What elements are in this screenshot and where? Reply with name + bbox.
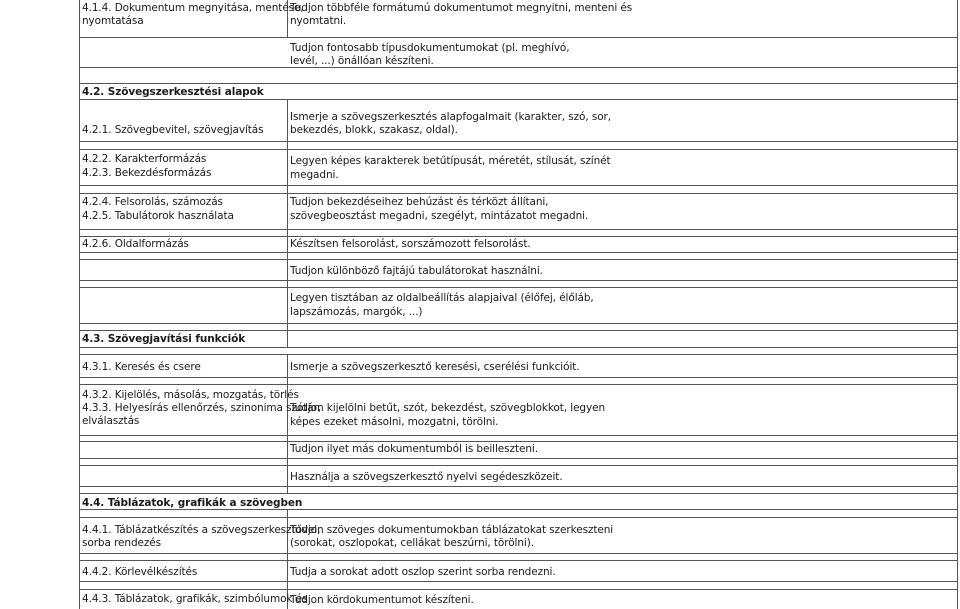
section-title: 4.4.1. Táblázatkészítés a szövegszerkesztővel, [82,524,321,536]
requirement-text: Legyen képes karakterek betűtípusát, méretét, stílusát, színét [290,155,611,167]
requirement-text: levél, ...) önállóan készíteni. [290,55,434,67]
section-title: 4.4.2. Körlevélkészítés [82,566,198,578]
table-rule [79,0,80,609]
table-rule [79,83,958,84]
table-rule [79,287,958,288]
requirement-text: (sorokat, oszlopokat, cellákat beszúrni, törölni). [290,537,534,549]
table-rule [79,517,958,518]
section-title: elválasztás [82,415,140,427]
section-title: 4.2.5. Tabulátorok használata [82,210,234,222]
section-title: 4.2.3. Bekezdésformázás [82,167,212,179]
requirement-text: Tudjon kördokumentumot készíteni. [290,594,474,606]
table-rule [79,252,958,253]
requirement-text: szövegbeosztást megadni, szegélyt, mintázatot megadni. [290,210,589,222]
table-rule [79,465,958,466]
table-rule [79,377,958,378]
table-rule [79,330,958,331]
section-title: sorba rendezés [82,537,162,549]
table-rule [287,99,288,347]
section-title: 4.2.2. Karakterformázás [82,153,207,165]
requirement-text: Tudjon szöveges dokumentumokban táblázatokat szerkeszteni [290,524,614,536]
table-rule [79,280,958,281]
requirement-text: nyomtatni. [290,15,347,27]
section-title: 4.1.4. Dokumentum megnyitása, mentése, [82,2,304,14]
section-title: 4.2.1. Szövegbevitel, szövegjavítás [82,124,264,136]
requirement-text: Ismerje a szövegszerkesztés alapfogalmait (karakter, szó, sor, [290,111,611,123]
chapter-heading: 4.4. Táblázatok, grafikák a szövegben [82,497,303,509]
requirement-text: Legyen tisztában az oldalbeállítás alapjaival (élőfej, élőláb, [290,292,594,304]
table-rule [79,259,958,260]
table-rule [79,354,958,355]
table-rule [957,0,958,609]
requirement-text: Tudja a sorokat adott oszlop szerint sorba rendezni. [290,566,556,578]
chapter-heading: 4.3. Szövegjavítási funkciók [82,333,246,345]
requirement-text: megadni. [290,169,339,181]
table-rule [79,67,958,68]
table-rule [79,141,958,142]
chapter-heading: 4.2. Szövegszerkesztési alapok [82,86,264,98]
section-title: 4.2.6. Oldalformázás [82,238,189,250]
section-title: nyomtatása [82,15,144,27]
table-rule [79,493,958,494]
table-rule [79,384,958,385]
table-rule [79,458,958,459]
requirement-text: Tudjon különböző fajtájú tabulátorokat használni. [290,265,543,277]
requirement-text: Tudjon bekezdéseihez behúzást és térközt állítani, [290,196,549,208]
table-rule [79,553,958,554]
requirement-text: képes ezeket másolni, mozgatni, törölni. [290,416,499,428]
table-rule [79,323,958,324]
section-title: 4.3.2. Kijelölés, másolás, mozgatás, törlés [82,389,299,401]
table-rule [79,560,958,561]
requirement-text: Tudjon többféle formátumú dokumentumot megnyitni, menteni és [290,2,633,14]
requirement-text: bekezdés, blokk, szakasz, oldal). [290,124,458,136]
table-rule [79,37,958,38]
table-rule [79,185,958,186]
requirement-text: Tudjon kijelölni betűt, szót, bekezdést, szövegblokkot, legyen [290,402,606,414]
section-title: 4.3.3. Helyesírás ellenőrzés, szinonima szótár, [82,402,322,414]
table-rule [79,347,958,348]
table-rule [79,581,958,582]
table-rule [79,441,958,442]
table-rule [79,229,958,230]
requirement-text: Ismerje a szövegszerkesztő keresési, cserélési funkcióit. [290,361,580,373]
table-rule [79,149,958,150]
requirement-text: Tudjon fontosabb típusdokumentumokat (pl. meghívó, [290,42,570,54]
table-rule [79,486,958,487]
table-rule [79,193,958,194]
section-title: 4.3.1. Keresés és csere [82,361,201,373]
requirement-text: Használja a szövegszerkesztő nyelvi segédeszközeit. [290,471,563,483]
requirement-text: Tudjon ilyet más dokumentumból is beilleszteni. [290,443,538,455]
requirement-text: Készítsen felsorolást, sorszámozott felsorolást. [290,238,531,250]
table-rule [79,236,958,237]
section-title: 4.4.3. Táblázatok, grafikák, szimbólumok és [82,593,308,605]
table-rule [79,589,958,590]
table-rule [79,435,958,436]
table-rule [287,354,288,493]
section-title: 4.2.4. Felsorolás, számozás [82,196,223,208]
requirement-text: lapszámozás, margók, ...) [290,306,423,318]
